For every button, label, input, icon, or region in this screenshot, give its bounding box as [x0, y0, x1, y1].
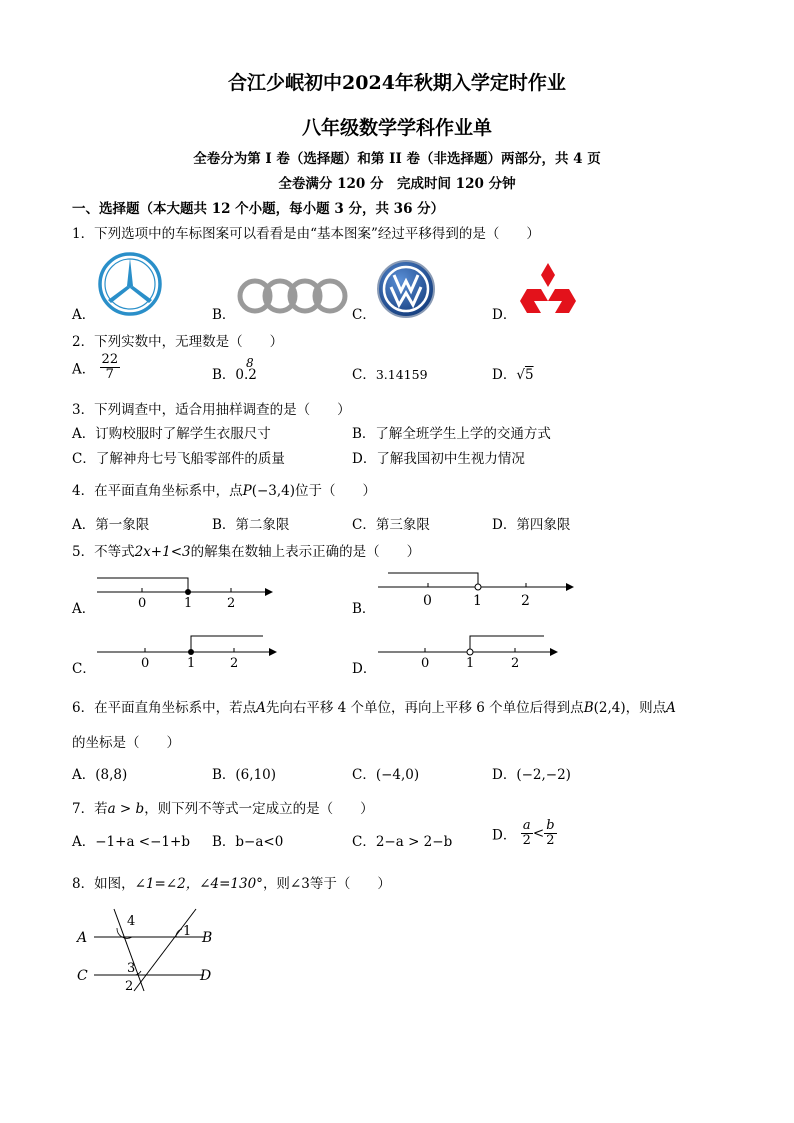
q6-option-d[interactable]: D．(−2,−2) [492, 767, 571, 783]
angle-label-4: 4 [127, 914, 136, 929]
q3-option-d[interactable]: D．了解我国初中生视力情况 [352, 451, 525, 467]
page-subtitle: 八年级数学学科作业单 [301, 117, 492, 139]
q2-option-a[interactable] [72, 353, 120, 382]
point-p: P [242, 483, 252, 499]
q7-option-c[interactable]: C．2−a > 2−b [352, 834, 453, 850]
mercedes-logo [96, 250, 164, 318]
q3-option-a[interactable]: A．订购校服时了解学生衣服尺寸 [72, 426, 271, 442]
sqrt-radicand: 5 [524, 367, 534, 383]
number-line-d [376, 632, 561, 672]
q4-option-c[interactable]: C．第三象限 [352, 517, 430, 533]
point-label-b: B [202, 930, 213, 946]
q2-option-c-label: C． [352, 367, 376, 383]
tick-label: 0 [141, 656, 150, 671]
tick-label: 1 [187, 656, 196, 671]
fraction-b-over-2 [544, 819, 556, 848]
q8-condition: ∠1=∠2，∠4=130° [134, 876, 263, 892]
q5-option-b-label[interactable]: B． [352, 601, 376, 617]
q7-text: 7．若 [72, 801, 108, 817]
q8-text-tail: ，则∠3等于（ ） [262, 876, 391, 892]
q7-option-d-label: D． [492, 827, 517, 844]
q5-stem-tail: 的解集在数轴上表示正确的是（ ） [190, 544, 421, 560]
q7-option-b[interactable]: B．b−a<0 [212, 834, 284, 850]
point-a-ref: A [666, 700, 676, 716]
tick-label: 2 [230, 656, 239, 671]
q2-decimal: 0.2 [235, 367, 257, 383]
q5-option-d-label[interactable]: D． [352, 661, 377, 677]
q5-option-a-label[interactable]: A． [72, 601, 96, 617]
sqrt-symbol: √ [516, 367, 525, 383]
tick-label: 2 [511, 656, 520, 671]
q2-option-d-label: D． [492, 367, 517, 383]
fraction-denominator: 2 [546, 833, 555, 848]
q2-option-d[interactable] [492, 363, 534, 383]
q6-text: 6．在平面直角坐标系中，若点 [72, 700, 257, 716]
fraction-numerator: b [546, 818, 555, 833]
q2-option-b-label: B． [212, 367, 236, 383]
point-a: A [256, 700, 266, 716]
angle-label-3: 3 [127, 961, 136, 976]
q1-option-c-label[interactable]: C． [352, 307, 376, 323]
q8-text: 8．如图， [72, 876, 135, 892]
tick-label: 0 [138, 596, 147, 611]
fraction-denominator: 7 [105, 367, 114, 382]
tick-label: 1 [473, 593, 482, 609]
point-label-c: C [77, 968, 88, 984]
q4-option-d[interactable]: D．第四象限 [492, 517, 571, 533]
q2-option-c[interactable] [352, 363, 428, 383]
tick-label: 0 [421, 656, 430, 671]
q2-option-b[interactable] [212, 356, 257, 383]
number-line-c [95, 632, 280, 672]
q7-option-a[interactable]: A．−1+a <−1+b [72, 834, 190, 850]
volkswagen-logo [376, 259, 436, 319]
exam-info-line1: 全卷分为第 I 卷（选择题）和第 II 卷（非选择题）两部分，共 4 页 [193, 151, 601, 167]
q6-stem-line1 [72, 696, 676, 716]
q5-option-c-label[interactable]: C． [72, 661, 96, 677]
point-label-d: D [200, 968, 212, 984]
point-b: B [583, 700, 594, 716]
q6-text-mid: 先向右平移 4 个单位，再向上平移 6 个单位后得到点 [265, 700, 584, 716]
tick-label: 0 [423, 593, 432, 609]
q7-stem [72, 797, 374, 817]
tick-label: 2 [227, 596, 236, 611]
exam-info-line2: 全卷满分 120 分 完成时间 120 分钟 [278, 176, 516, 192]
q6-option-c[interactable]: C．(−4,0) [352, 767, 420, 783]
q5-inequality: 2x+1<3 [134, 544, 191, 560]
q1-stem: 1．下列选项中的车标图案可以看看是由“基本图案”经过平移得到的是（ ） [72, 226, 540, 242]
q2-decimal-c: 3.14159 [375, 367, 428, 382]
q6-stem-line2: 的坐标是（ ） [72, 735, 180, 751]
q6-option-b[interactable]: B．(6,10) [212, 767, 277, 783]
q4-stem-tail: 位于（ ） [295, 483, 377, 499]
q4-option-b[interactable]: B．第二象限 [212, 517, 290, 533]
tick-label: 1 [184, 596, 193, 611]
angle-label-2: 2 [125, 979, 134, 994]
fraction-numerator: a [521, 819, 533, 834]
point-p-coord: (−3,4) [251, 483, 296, 499]
q7-option-d[interactable] [492, 819, 557, 848]
q2-stem: 2．下列实数中，无理数是（ ） [72, 334, 284, 350]
q1-option-a-label[interactable]: A． [72, 307, 96, 323]
q2-option-a-label: A． [72, 361, 96, 378]
section-heading: 一、选择题（本大题共 12 个小题，每小题 3 分，共 36 分） [72, 201, 445, 217]
q4-stem [72, 479, 376, 499]
q3-stem: 3．下列调查中，适合用抽样调查的是（ ） [72, 402, 351, 418]
q1-option-d-label[interactable]: D． [492, 307, 517, 323]
fraction-numerator: 22 [101, 352, 119, 367]
q4-option-a[interactable]: A．第一象限 [72, 517, 150, 533]
angle-label-1: 1 [183, 924, 192, 939]
q6-text-post: ，则点 [625, 700, 667, 716]
q1-option-b-label[interactable]: B． [212, 307, 236, 323]
number-line-b [376, 570, 576, 612]
q8-stem [72, 872, 391, 892]
mitsubishi-logo [517, 261, 579, 317]
fraction-denominator: 2 [522, 833, 531, 848]
q5-stem-text: 5．不等式 [72, 544, 135, 560]
point-label-a: A [77, 930, 88, 946]
q4-stem-text: 4．在平面直角坐标系中，点 [72, 483, 243, 499]
page-title: 合江少岷初中2024年秋期入学定时作业 [228, 72, 566, 94]
q6-option-a[interactable]: A．(8,8) [72, 767, 128, 783]
q3-option-c[interactable]: C．了解神舟七号飞船零部件的质量 [72, 451, 285, 467]
q7-condition: a > b [107, 801, 145, 817]
tick-label: 1 [466, 656, 475, 671]
audi-logo [235, 276, 350, 316]
q3-option-b[interactable]: B．了解全班学生上学的交通方式 [352, 426, 551, 442]
geometry-figure [72, 905, 222, 995]
less-than-sign: < [532, 825, 545, 842]
q5-stem [72, 540, 420, 560]
point-b-coord: (2,4) [593, 700, 626, 716]
q7-text-tail: ，则下列不等式一定成立的是（ ） [144, 801, 374, 817]
fraction-a-over-2 [521, 819, 533, 848]
number-line-a [95, 572, 275, 612]
q2-fraction [100, 353, 121, 382]
tick-label: 2 [521, 593, 530, 609]
repeating-dot-digit: 8 [246, 356, 254, 370]
